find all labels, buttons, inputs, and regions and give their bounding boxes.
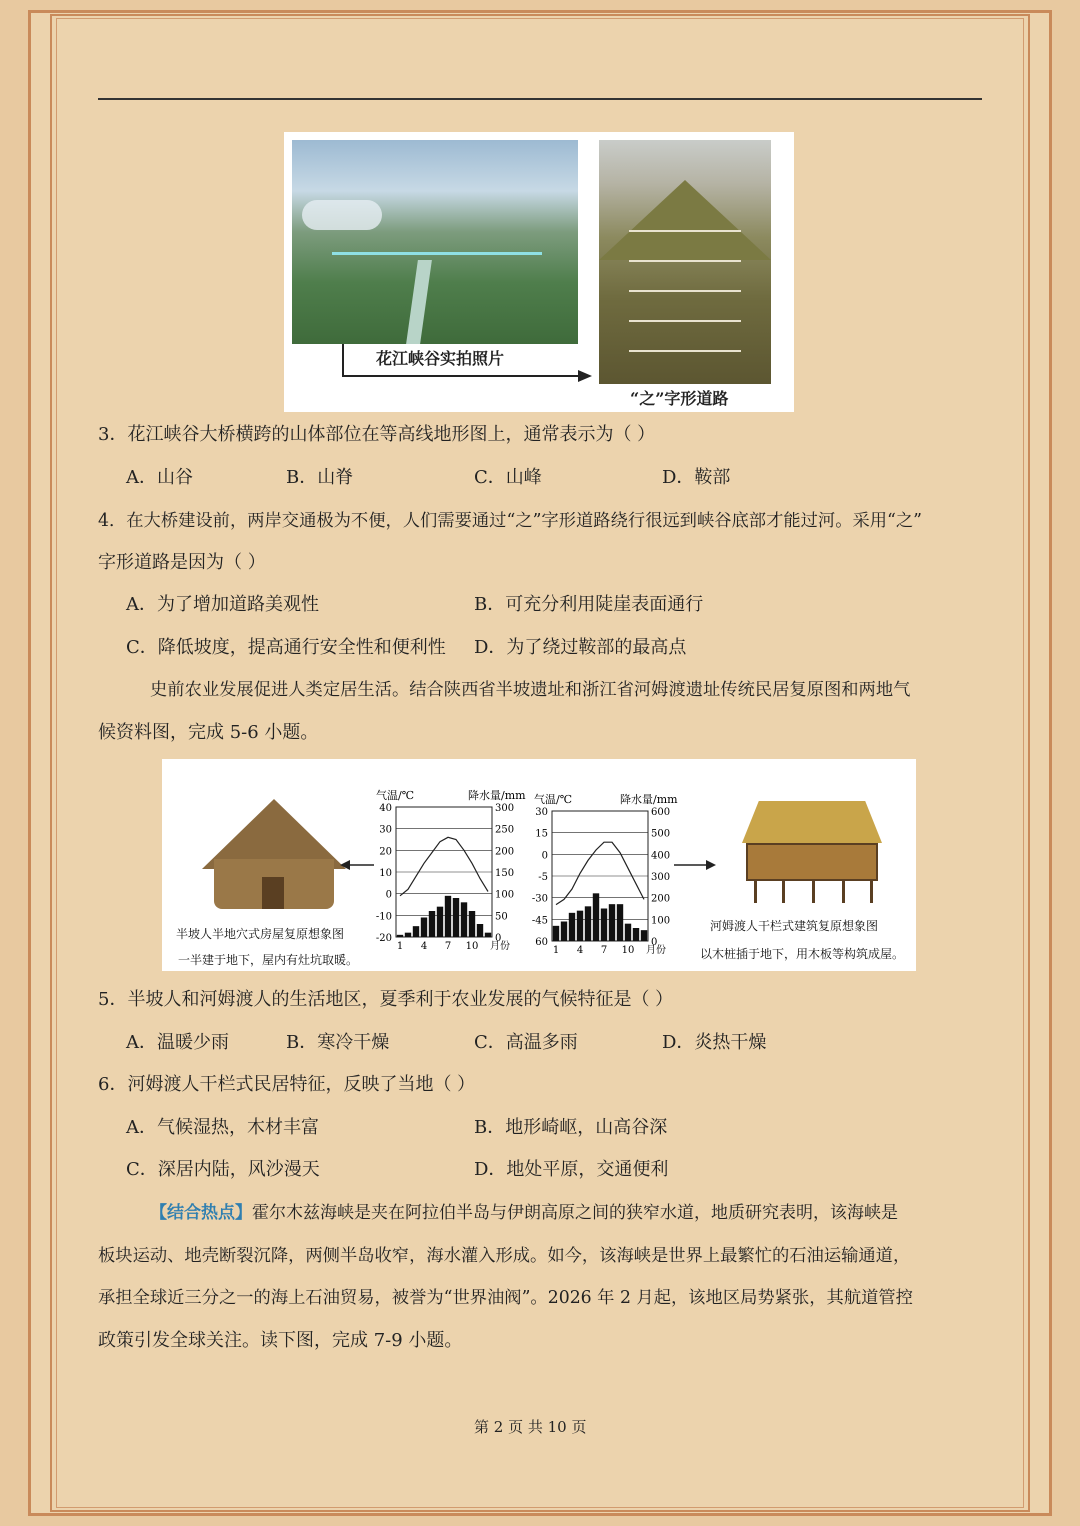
- precip-bar: [601, 909, 607, 942]
- intro-5-6-line1: 史前农业发展促进人类定居生活。结合陕西省半坡遗址和浙江省河姆渡遗址传统民居复原图和两地气: [150, 680, 911, 700]
- road-segment: [629, 350, 741, 352]
- q6-stem: 6．河姆渡人干栏式民居特征，反映了当地（ ）: [98, 1074, 476, 1095]
- arrow-line: [342, 375, 578, 377]
- q6-option-b[interactable]: B．地形崎岖，山高谷深: [474, 1117, 668, 1138]
- precip-bar: [553, 926, 559, 941]
- q5-option-a[interactable]: A．温暖少雨: [126, 1032, 229, 1053]
- intro-5-6-line2: 候资料图，完成 5-6 小题。: [98, 722, 319, 743]
- x-tick-label: 10: [621, 945, 635, 956]
- bridge-line: [332, 252, 542, 255]
- chart1-x-ticks: [397, 940, 510, 952]
- x-tick-label: 7: [444, 941, 452, 952]
- q5-option-c[interactable]: C．高温多雨: [474, 1032, 578, 1053]
- arrow-right-icon: [578, 370, 592, 382]
- tick-label: 15: [535, 828, 548, 840]
- tick-label: 60: [535, 937, 548, 948]
- road-segment: [629, 230, 741, 232]
- tick-label: -5: [538, 872, 548, 883]
- tick-label: 0: [385, 889, 392, 901]
- tick-label: -20: [375, 933, 392, 944]
- tick-label: 100: [651, 915, 671, 927]
- tick-label: 600: [651, 807, 671, 818]
- precip-bar: [485, 933, 491, 937]
- precip-bar: [625, 924, 631, 941]
- road-segment: [629, 260, 741, 262]
- arrow-right-icon: [706, 860, 716, 870]
- hot-topic-line1-text: 霍尔木兹海峡是夹在阿拉伯半岛与伊朗高原之间的狭窄水道，地质研究表明，该海峡是: [252, 1203, 898, 1223]
- precip-bar: [397, 935, 403, 937]
- tick-label: 150: [495, 868, 515, 879]
- q4-option-c[interactable]: C．降低坡度，提高通行安全性和便利性: [126, 637, 446, 658]
- precip-bar: [405, 933, 411, 937]
- q3-option-c[interactable]: C．山峰: [474, 467, 542, 488]
- q6-option-d[interactable]: D．地处平原，交通便利: [474, 1159, 669, 1180]
- gorge-photo: [292, 140, 578, 344]
- precip-bar: [617, 904, 623, 941]
- hot-topic-line2: 板块运动、地壳断裂沉降，两侧半岛收窄，海水灌入形成。如今，该海峡是世界上最繁忙的石油运输通道，: [98, 1246, 911, 1266]
- q4-stem-1: 4．在大桥建设前，两岸交通极为不便，人们需要通过“之”字形道路绕行很远到峡谷底部才能过河。采用“之”: [98, 511, 922, 531]
- cloud: [302, 200, 382, 230]
- precip-bar: [633, 928, 639, 941]
- tick-label: 10: [379, 868, 392, 879]
- q4-option-d[interactable]: D．为了绕过鞍部的最高点: [474, 637, 687, 658]
- tick-label: 0: [541, 850, 548, 862]
- tick-label: 100: [495, 889, 515, 901]
- precip-bar: [585, 906, 591, 941]
- caption-gorge: 花江峡谷实拍照片: [376, 349, 505, 368]
- river: [406, 260, 432, 344]
- x-tick-label: 4: [420, 941, 428, 952]
- precip-bar: [453, 898, 459, 937]
- precip-bar: [641, 930, 647, 941]
- q5-stem: 5．半坡人和河姆渡人的生活地区，夏季利于农业发展的气候特征是（ ）: [98, 989, 674, 1010]
- precip-bar: [593, 893, 599, 941]
- tick-label: 500: [651, 828, 671, 840]
- banpo-caption: 半坡人半地穴式房屋复原想象图: [176, 927, 345, 941]
- precip-bar: [445, 896, 451, 937]
- chart2-temp-line: [556, 842, 644, 904]
- precip-bar: [561, 922, 567, 942]
- x-tick-label: 10: [465, 941, 479, 952]
- tick-label: 400: [651, 850, 671, 862]
- chart2-bars: [553, 893, 647, 941]
- zigzag-road-photo: [599, 140, 771, 384]
- chart2-x-ticks: [553, 944, 666, 956]
- precip-bar: [413, 926, 419, 937]
- chart1-temp-label: 气温/℃: [376, 789, 415, 802]
- precip-bar: [461, 902, 467, 937]
- precip-bar: [429, 911, 435, 937]
- precip-bar: [577, 911, 583, 941]
- tick-label: -30: [531, 893, 548, 905]
- tick-label: 30: [535, 807, 548, 818]
- tick-label: 0: [651, 937, 658, 948]
- x-tick-label: 1: [552, 945, 560, 956]
- hot-topic-tag: 【结合热点】: [150, 1203, 252, 1223]
- q6-option-c[interactable]: C．深居内陆，风沙漫天: [126, 1159, 320, 1180]
- tick-label: 300: [651, 872, 671, 883]
- tick-label: 40: [379, 803, 392, 814]
- tick-label: -45: [531, 915, 548, 927]
- road-segment: [629, 320, 741, 322]
- q6-option-a[interactable]: A．气候湿热，木材丰富: [126, 1117, 319, 1138]
- q5-option-b[interactable]: B．寒冷干燥: [286, 1032, 390, 1053]
- q4-option-a[interactable]: A．为了增加道路美观性: [126, 594, 319, 615]
- hot-topic-line1: [150, 1200, 898, 1226]
- tick-label: 20: [379, 846, 392, 858]
- tick-label: 30: [379, 824, 392, 836]
- precip-bar: [437, 907, 443, 937]
- page-number: 第 2 页 共 10 页: [474, 1418, 587, 1436]
- hemudu-caption: 河姆渡人干栏式建筑复原想象图: [710, 919, 879, 933]
- precip-bar: [569, 913, 575, 941]
- q3-option-a[interactable]: A．山谷: [126, 467, 193, 488]
- figure-gorge-photos: [284, 132, 794, 412]
- tick-label: 300: [495, 803, 515, 814]
- header-rule: [98, 98, 982, 100]
- q5-option-d[interactable]: D．炎热干燥: [662, 1032, 767, 1053]
- precip-bar: [469, 911, 475, 937]
- hot-topic-line3: 承担全球近三分之一的海上石油贸易，被誉为“世界油阀”。2026 年 2 月起，该地区局势紧张，其航道管控: [98, 1288, 913, 1308]
- hemudu-note: 以木桩插于地下，用木板等构筑成屋。: [700, 947, 905, 961]
- chart2-right-ticks: [651, 807, 670, 948]
- figure-dwellings-climate: [162, 759, 916, 971]
- banpo-note: 一半建于地下，屋内有灶坑取暖。: [178, 953, 359, 967]
- x-axis-label: 月份: [490, 941, 510, 952]
- chart2-precip-label: 降水量/mm: [620, 793, 678, 806]
- chart1-bars: [397, 896, 491, 937]
- mountain-peak: [599, 180, 771, 260]
- q3-stem: 3．花江峡谷大桥横跨的山体部位在等高线地形图上，通常表示为（ ）: [98, 424, 656, 445]
- q3-option-d[interactable]: D．鞍部: [662, 467, 731, 488]
- chart2-temp-label: 气温/℃: [534, 793, 573, 806]
- x-tick-label: 7: [600, 945, 608, 956]
- precip-bar: [609, 904, 615, 941]
- q3-option-b[interactable]: B．山脊: [286, 467, 354, 488]
- hot-topic-line4: 政策引发全球关注。读下图，完成 7-9 小题。: [98, 1330, 463, 1351]
- tick-label: 200: [495, 846, 515, 858]
- x-tick-label: 4: [576, 945, 584, 956]
- tick-label: 50: [495, 911, 508, 923]
- tick-label: -10: [375, 911, 392, 923]
- x-axis-label: 月份: [646, 945, 666, 956]
- x-tick-label: 1: [396, 941, 404, 952]
- q4-option-b[interactable]: B．可充分利用陡崖表面通行: [474, 594, 704, 615]
- tick-label: 0: [495, 933, 502, 944]
- road-segment: [629, 290, 741, 292]
- precip-bar: [421, 918, 427, 938]
- chart1-right-ticks: [495, 803, 514, 944]
- arrow-left-icon: [340, 860, 350, 870]
- caption-zigzag: “之”字形道路: [630, 389, 729, 408]
- climate-charts: [162, 759, 916, 971]
- chart1-precip-label: 降水量/mm: [468, 789, 526, 802]
- q4-stem-2: 字形道路是因为（ ）: [98, 552, 266, 573]
- chart1-temp-line: [400, 837, 488, 896]
- precip-bar: [477, 924, 483, 937]
- tick-label: 250: [495, 824, 515, 836]
- arrow-line: [342, 344, 344, 376]
- tick-label: 200: [651, 893, 671, 905]
